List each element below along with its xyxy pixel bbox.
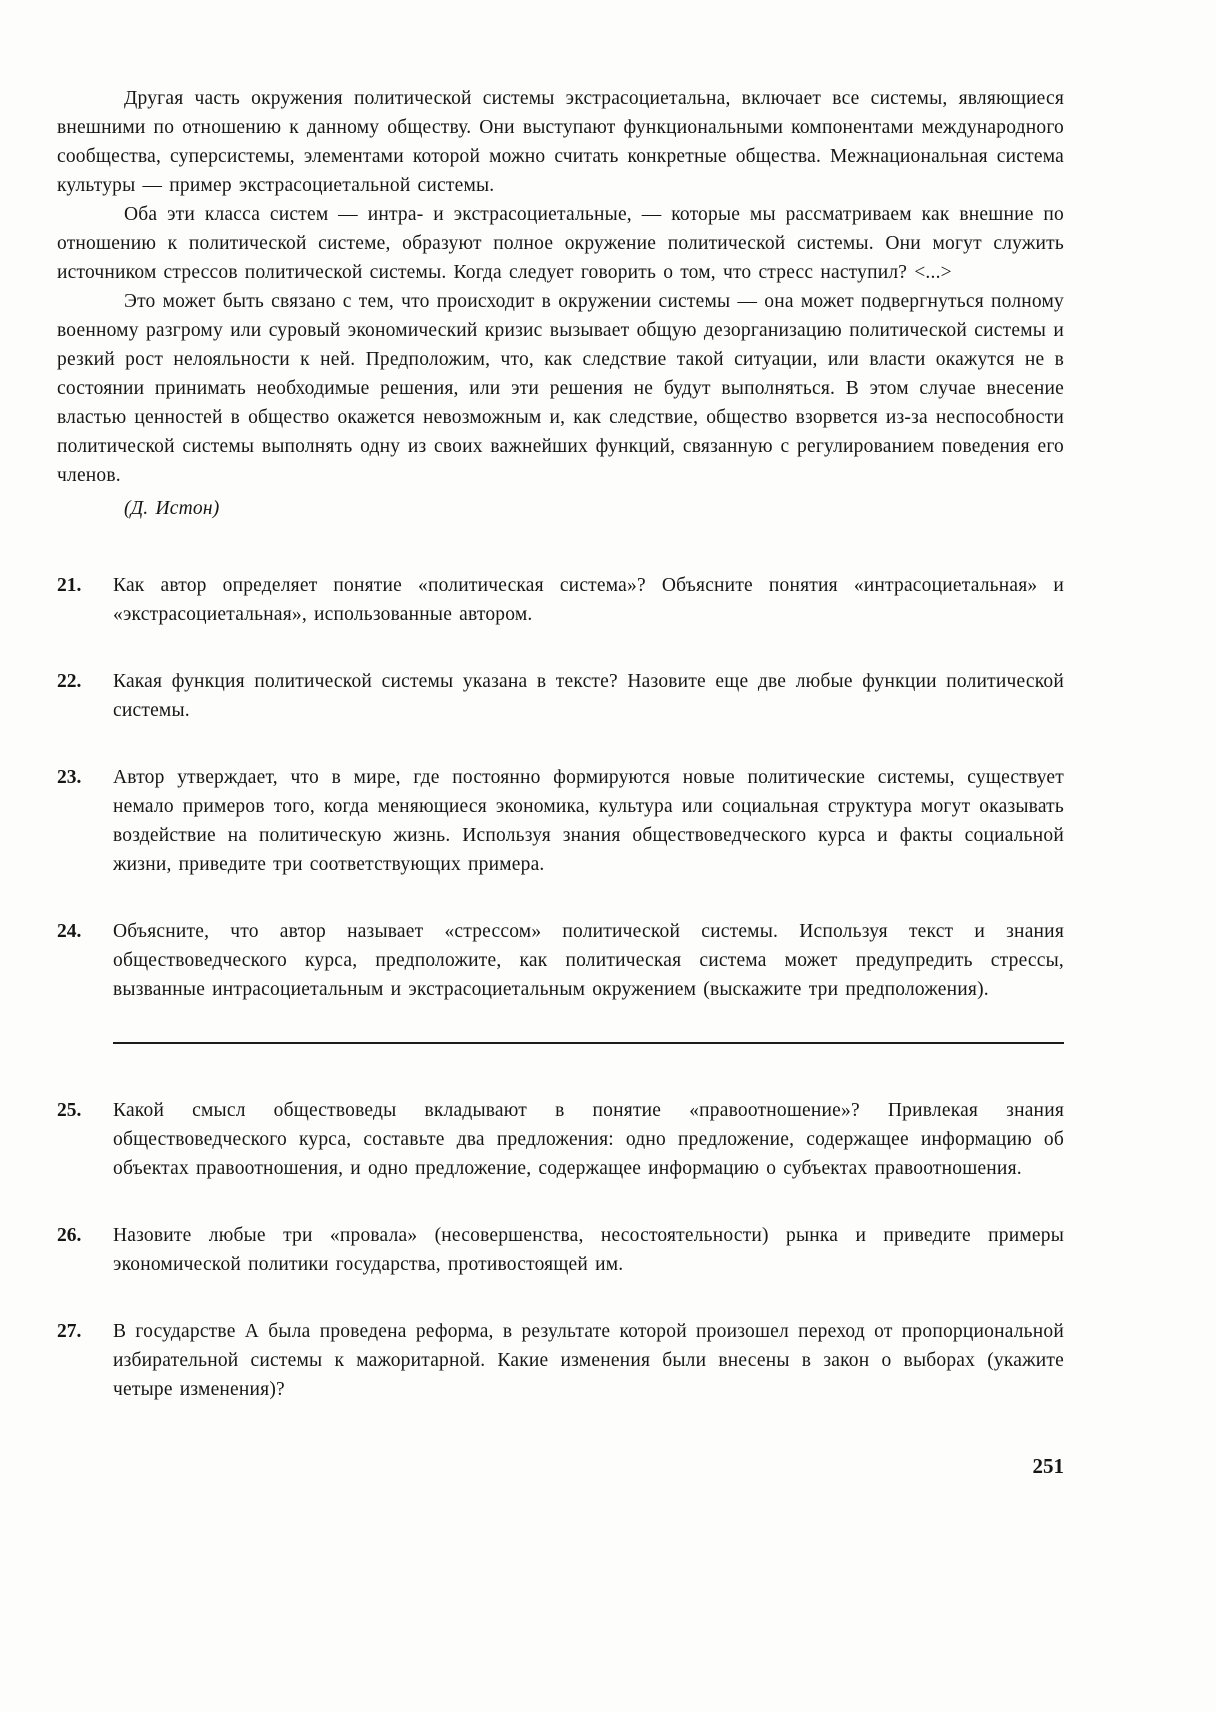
question-text: Автор утверждает, что в мире, где постоянно формируются новые политические системы, существует немало примеров того, когда меняющиеся экономика, культура или социальная структура могут оказывать воздействие на политическую жизнь. Используя знания обществоведческого курса и факты социальной жизни, приведите три соответствующих примера.	[113, 767, 1064, 875]
question-number: 27.	[57, 1321, 82, 1342]
question-item	[57, 1317, 1064, 1404]
page-number: 251	[1032, 1454, 1064, 1478]
question-item	[57, 763, 1064, 879]
question-item	[57, 571, 1064, 629]
excerpt-paragraph: Оба эти класса систем — интра- и экстрасоциетальные, — которые мы рассматриваем как внешние по отношению к политической системе, образуют полное окружение политической системы. Они могут служить источником стрессов политической системы. Когда следует говорить о том, что стресс наступил? <...>	[57, 204, 1064, 283]
source-text-excerpt	[57, 84, 1064, 523]
question-item	[57, 667, 1064, 725]
question-text: В государстве А была проведена реформа, в результате которой произошел переход от пропорциональной избирательной системы к мажоритарной. Какие изменения были внесены в закон о выборах (укажите четыре изменения)?	[113, 1321, 1064, 1400]
questions-list	[57, 571, 1064, 1404]
question-text: Назовите любые три «провала» (несовершенства, несостоятельности) рынка и приведите примеры экономической политики государства, противостоящей им.	[113, 1225, 1064, 1275]
question-text: Какой смысл обществоведы вкладывают в понятие «правоотношение»? Привлекая знания обществоведческого курса, составьте два предложения: одно предложение, содержащее информацию об объектах правоотношения, и одно предложение, содержащее информацию о субъектах правоотношения.	[113, 1100, 1064, 1179]
question-number: 21.	[57, 575, 82, 596]
question-number: 24.	[57, 921, 82, 942]
excerpt-paragraph: Другая часть окружения политической системы экстрасоциетальна, включает все системы, являющиеся внешними по отношению к данному обществу. Они выступают функциональными компонентами международного сообщества, суперсистемы, элементами которой можно считать конкретные общества. Межнациональная система культуры — пример экстрасоциетальной системы.	[57, 88, 1064, 196]
question-text: Как автор определяет понятие «политическая система»? Объясните понятия «интрасоциетальная» и «экстрасоциетальная», использованные автором.	[113, 575, 1064, 625]
question-item	[57, 1221, 1064, 1279]
question-text: Объясните, что автор называет «стрессом» политической системы. Используя текст и знания обществоведческого курса, предположите, как политическая система может предупредить стрессы, вызванные интрасоциетальным и экстрасоциетальным окружением (выскажите три предположения).	[113, 921, 1064, 1000]
question-number: 23.	[57, 767, 82, 788]
question-text: Какая функция политической системы указана в тексте? Назовите еще две любые функции политической системы.	[113, 671, 1064, 721]
author-attribution: (Д. Истон)	[124, 498, 220, 519]
question-item	[57, 1096, 1064, 1183]
excerpt-paragraph: Это может быть связано с тем, что происходит в окружении системы — она может подвергнуться полному военному разгрому или суровый экономический кризис вызывает общую дезорганизацию политической системы и резкий рост нелояльности к ней. Предположим, что, как следствие такой ситуации, или власти окажутся не в состоянии принимать необходимые решения, или эти решения не будут выполняться. В этом случае внесение властью ценностей в общество окажется невозможным и, как следствие, общество взорвется из-за неспособности политической системы выполнять одну из своих важнейших функций, связанную с регулированием поведения его членов.	[57, 291, 1064, 486]
section-divider-rule	[113, 1042, 1064, 1044]
question-number: 22.	[57, 671, 82, 692]
question-number: 25.	[57, 1100, 82, 1121]
question-item	[57, 917, 1064, 1004]
question-number: 26.	[57, 1225, 82, 1246]
